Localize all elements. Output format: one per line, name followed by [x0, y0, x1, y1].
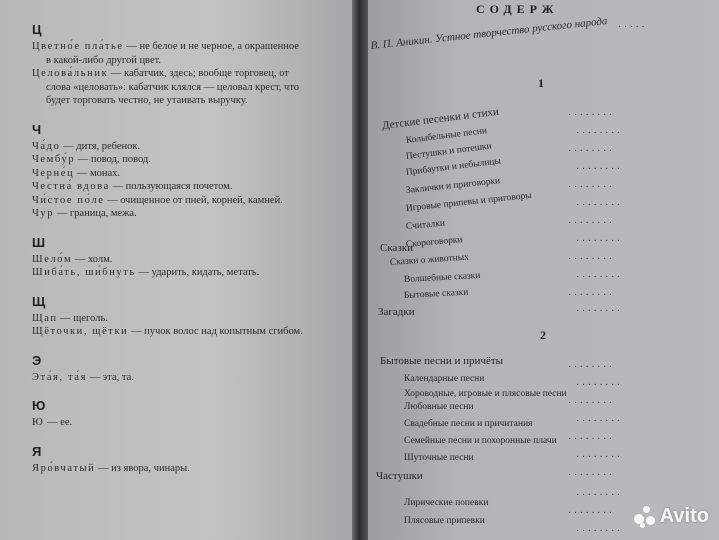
section-letter: Ч	[32, 121, 42, 137]
toc-item-label: Считалки	[405, 218, 446, 232]
dotted-leader: · · · · · · · ·	[568, 290, 613, 301]
entry-continuation: слова «целовать»: кабатчик клялся — целовал крест, что	[46, 81, 300, 93]
toc-item	[378, 306, 415, 318]
toc-item-label: Семейные песни и похоронные плачи	[404, 436, 557, 446]
book-spine	[352, 0, 368, 540]
entry-headword: Ю	[32, 417, 45, 428]
toc-item	[405, 191, 532, 214]
entry-headword: Честна́ вдова	[32, 181, 110, 192]
entry-definition: — граница, межа.	[54, 208, 137, 219]
entry-headword: Щап	[32, 312, 58, 324]
dotted-leader: · · · · · · · ·	[568, 254, 613, 265]
entry-headword: Чи́стое по́ле	[32, 194, 105, 206]
toc-item-label: Игровые припевы и приговоры	[405, 190, 533, 214]
toc-item	[390, 252, 470, 267]
entry-headword: Черне́ц	[32, 167, 75, 179]
dotted-leader: · · · · · · · ·	[576, 416, 621, 427]
toc-title: СОДЕРЖ	[476, 2, 559, 16]
glossary-entry	[32, 181, 342, 194]
glossary-entry	[32, 372, 342, 385]
toc-item-label: Хороводные, игровые и плясовые песни	[404, 389, 567, 399]
dotted-leader: · · · · · · · ·	[568, 508, 613, 519]
section-letter: Щ	[32, 293, 46, 309]
dotted-leader: · · · · · · · ·	[576, 490, 621, 501]
dotted-leader: · · · · · · · ·	[576, 526, 621, 537]
dotted-leader: · · · · · · · ·	[576, 380, 621, 391]
glossary-entry	[32, 141, 342, 154]
glossary-entry	[32, 41, 342, 54]
dotted-leader: · · · · · · · ·	[576, 200, 621, 211]
toc-item	[406, 235, 463, 250]
section-letter: Я	[32, 443, 42, 459]
entry-definition: — холм.	[72, 253, 113, 265]
entry-definition: — пользующаяся почетом.	[109, 181, 233, 192]
glossary-entry	[32, 154, 342, 167]
section-letter: Ш	[32, 234, 46, 250]
entry-definition: — щеголь.	[57, 312, 108, 324]
toc-item-label: Волшебные сказки	[403, 271, 481, 285]
glossary-entry	[32, 463, 342, 476]
glossary-entry	[32, 417, 342, 430]
toc-item	[405, 176, 500, 196]
dotted-leader: · · · · · · · ·	[568, 110, 613, 121]
watermark-text: Avito	[659, 505, 709, 527]
glossary-entry	[32, 208, 342, 221]
toc-item-label: Плясовые припевки	[404, 516, 485, 526]
dotted-leader: · · · · · · · ·	[576, 128, 621, 139]
toc-item-label: Сказки	[380, 242, 413, 254]
glossary-entries	[32, 22, 342, 476]
dotted-leader: · · · · · · · ·	[576, 236, 621, 247]
entry-headword: Цветно́е пла́тье	[32, 41, 124, 52]
entry-headword: Щёточки, щётки	[32, 326, 129, 337]
section-number-2: 2	[540, 328, 546, 342]
entry-definition: — эта, та.	[87, 371, 134, 383]
toc-item	[404, 389, 567, 399]
toc-item-label: Заклички и приговорки	[405, 176, 501, 196]
entry-headword: Ча́до	[32, 140, 61, 152]
dotted-leader: · · · · · · · ·	[568, 182, 613, 193]
toc-item	[404, 374, 484, 384]
entry-headword: Эта́я, та́я	[32, 371, 87, 383]
dotted-leader: · · · · · · · ·	[568, 434, 613, 445]
toc-item	[404, 288, 469, 301]
toc-item	[380, 242, 413, 254]
dotted-leader: · · · · · · · ·	[576, 306, 621, 317]
glossary-entry	[32, 168, 342, 181]
avito-logo-icon	[634, 506, 656, 528]
glossary-entry	[32, 68, 342, 81]
dotted-leader: · · · · · · · ·	[576, 272, 621, 283]
dotted-leader: · · · · · · · ·	[568, 470, 613, 481]
entry-headword: Шиба́ть, ши́бнуть	[32, 267, 136, 278]
entry-headword: Шело́м	[32, 253, 73, 265]
dotted-leader: · · · · ·	[618, 22, 645, 33]
toc-item	[406, 219, 446, 232]
section-number-1: 1	[538, 76, 544, 90]
entry-definition: — из явора, чинары.	[95, 462, 190, 474]
toc-item-label: Календарные песни	[404, 374, 485, 384]
dotted-leader: · · · · · · · ·	[568, 362, 613, 373]
entry-headword: Чембу́р	[32, 154, 76, 165]
toc-item-label: Лирические попевки	[404, 498, 489, 508]
toc-item	[404, 271, 481, 285]
toc-item	[380, 355, 503, 367]
entry-definition: — очищенное от пней, корней, камней.	[104, 194, 283, 206]
toc-item-label: Сказки о животных	[389, 252, 470, 268]
toc-item-label: Колыбельные песни	[405, 126, 488, 146]
table-of-contents	[368, 0, 719, 540]
toc-item-label: Детские песенки и стихи	[381, 105, 500, 132]
toc-item	[404, 419, 532, 429]
toc-item-label: Свадебные песни и причитания	[404, 419, 533, 429]
section-letter: Ц	[32, 22, 42, 37]
section-letter: Ю	[32, 398, 46, 413]
entry-definition: — дитя, ребенок.	[60, 140, 141, 152]
entry-definition: — ее.	[44, 417, 73, 428]
dotted-leader: · · · · · · · ·	[568, 146, 613, 157]
entry-definition: — монах.	[74, 167, 121, 179]
toc-item	[404, 436, 557, 446]
toc-item-label: Частушки	[376, 470, 423, 482]
glossary-entry	[32, 195, 342, 208]
toc-item-label: Любовные песни	[404, 402, 474, 412]
entry-definition: — пучок волос над копытным сгибом.	[128, 326, 303, 337]
toc-item-label: Бытовые песни и причёты	[380, 355, 504, 367]
left-page	[0, 0, 352, 540]
dotted-leader: · · · · · · · ·	[576, 164, 621, 175]
entry-headword: Целова́льник	[32, 68, 109, 79]
glossary-entry	[32, 326, 342, 339]
toc-item	[376, 470, 423, 482]
toc-item	[404, 498, 488, 508]
toc-item-label: Прибаутки и небылицы	[405, 156, 502, 178]
toc-item-label: Бытовые сказки	[403, 287, 469, 301]
section-letter: Э	[32, 352, 42, 368]
entry-definition: — ударить, кидать, метать.	[135, 267, 260, 278]
toc-item-label: Скороговорки	[405, 235, 463, 250]
toc-item-label: Загадки	[378, 306, 415, 318]
avito-watermark	[634, 505, 709, 528]
entry-headword: Яро́вчатый	[32, 462, 96, 474]
dotted-leader: · · · · · · · ·	[568, 398, 613, 409]
entry-definition: — повод, повод.	[75, 154, 151, 165]
toc-item-label: Пестушки и потешки	[405, 141, 493, 162]
entry-definition: — кабатчик, здесь; вообще торговец, от	[108, 68, 289, 79]
glossary-entry	[32, 313, 342, 326]
toc-item	[404, 402, 474, 412]
entry-continuation: в какой-либо другой цвет.	[46, 54, 162, 66]
entry-definition: — не белое и не черное, а окрашенное	[123, 41, 299, 52]
glossary-entry	[32, 254, 342, 267]
dotted-leader: · · · · · · · ·	[576, 452, 621, 463]
entry-continuation: будет торговать честно, не утаивать выручку.	[46, 95, 248, 106]
toc-item	[404, 453, 474, 463]
glossary-entry	[32, 267, 342, 280]
entry-headword: Чур	[32, 208, 55, 219]
toc-item-label: Шуточные песни	[404, 453, 474, 463]
toc-item	[404, 516, 485, 526]
toc-author-line: В. П. Аникин. Устное творчество русского народа	[370, 15, 608, 52]
right-page	[368, 0, 719, 540]
dotted-leader: · · · · · · · ·	[568, 218, 613, 229]
